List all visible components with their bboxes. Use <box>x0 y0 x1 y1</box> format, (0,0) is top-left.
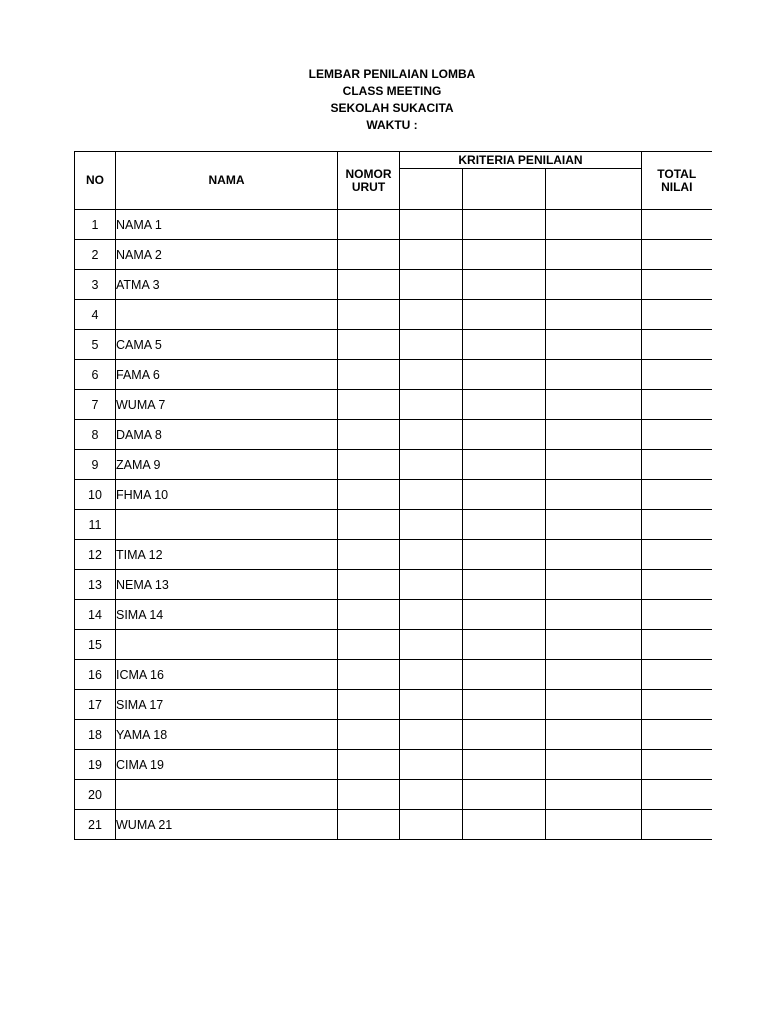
total-nilai-cell <box>642 420 712 450</box>
table-row <box>75 360 712 390</box>
participant-name: NAMA 1 <box>116 210 338 240</box>
criteria-3-header <box>546 169 642 210</box>
participant-name: NEMA 13 <box>116 570 338 600</box>
criteria-3-cell <box>546 660 642 690</box>
total-nilai-cell <box>642 780 712 810</box>
participant-name: FAMA 6 <box>116 360 338 390</box>
criteria-3-cell <box>546 270 642 300</box>
participant-name <box>116 630 338 660</box>
row-number: 15 <box>75 630 116 660</box>
row-number: 6 <box>75 360 116 390</box>
table-row <box>75 600 712 630</box>
table-row <box>75 480 712 510</box>
row-number: 2 <box>75 240 116 270</box>
nomor-urut-cell <box>338 300 400 330</box>
criteria-1-cell <box>400 210 463 240</box>
participant-name: FHMA 10 <box>116 480 338 510</box>
criteria-3-cell <box>546 570 642 600</box>
total-nilai-cell <box>642 240 712 270</box>
criteria-1-cell <box>400 480 463 510</box>
total-nilai-cell <box>642 570 712 600</box>
total-nilai-cell <box>642 450 712 480</box>
table-row <box>75 720 712 750</box>
participant-name: NAMA 2 <box>116 240 338 270</box>
criteria-2-cell <box>463 420 546 450</box>
criteria-2-cell <box>463 360 546 390</box>
nomor-urut-cell <box>338 600 400 630</box>
criteria-3-cell <box>546 630 642 660</box>
row-number: 9 <box>75 450 116 480</box>
time-label: WAKTU : <box>366 118 418 132</box>
row-number: 3 <box>75 270 116 300</box>
total-nilai-cell <box>642 720 712 750</box>
criteria-1-cell <box>400 750 463 780</box>
criteria-2-cell <box>463 570 546 600</box>
row-number: 11 <box>75 510 116 540</box>
total-nilai-cell <box>642 360 712 390</box>
table-row <box>75 630 712 660</box>
table-row <box>75 450 712 480</box>
header-total-line1: TOTAL <box>657 166 697 181</box>
nomor-urut-cell <box>338 390 400 420</box>
criteria-2-cell <box>463 390 546 420</box>
row-number: 21 <box>75 810 116 840</box>
criteria-1-cell <box>400 660 463 690</box>
criteria-1-cell <box>400 390 463 420</box>
criteria-3-cell <box>546 420 642 450</box>
participant-name: YAMA 18 <box>116 720 338 750</box>
row-number: 13 <box>75 570 116 600</box>
criteria-1-cell <box>400 240 463 270</box>
table-row <box>75 570 712 600</box>
nomor-urut-cell <box>338 450 400 480</box>
row-number: 20 <box>75 780 116 810</box>
criteria-1-cell <box>400 420 463 450</box>
criteria-3-cell <box>546 780 642 810</box>
total-nilai-cell <box>642 600 712 630</box>
table-row <box>75 690 712 720</box>
total-nilai-cell <box>642 750 712 780</box>
criteria-2-cell <box>463 450 546 480</box>
header-kriteria-penilaian: KRITERIA PENILAIAN <box>400 152 642 169</box>
participant-name <box>116 300 338 330</box>
scoring-table <box>74 151 712 840</box>
total-nilai-cell <box>642 270 712 300</box>
table-row <box>75 780 712 810</box>
criteria-3-cell <box>546 390 642 420</box>
total-nilai-cell <box>642 390 712 420</box>
criteria-1-cell <box>400 270 463 300</box>
criteria-3-cell <box>546 750 642 780</box>
participant-name: DAMA 8 <box>116 420 338 450</box>
table-row <box>75 270 712 300</box>
nomor-urut-cell <box>338 540 400 570</box>
header-total-nilai <box>642 152 712 210</box>
criteria-2-cell <box>463 750 546 780</box>
criteria-1-cell <box>400 810 463 840</box>
criteria-3-cell <box>546 600 642 630</box>
criteria-2-cell <box>463 690 546 720</box>
criteria-2-cell <box>463 270 546 300</box>
table-row <box>75 420 712 450</box>
nomor-urut-cell <box>338 810 400 840</box>
total-nilai-cell <box>642 630 712 660</box>
row-number: 19 <box>75 750 116 780</box>
criteria-2-cell <box>463 300 546 330</box>
criteria-3-cell <box>546 240 642 270</box>
participant-name: ZAMA 9 <box>116 450 338 480</box>
header-nomor-urut-line2: URUT <box>351 179 386 194</box>
row-number: 18 <box>75 720 116 750</box>
participant-name: ATMA 3 <box>116 270 338 300</box>
criteria-2-cell <box>463 810 546 840</box>
nomor-urut-cell <box>338 240 400 270</box>
total-nilai-cell <box>642 300 712 330</box>
criteria-3-cell <box>546 690 642 720</box>
criteria-3-cell <box>546 510 642 540</box>
criteria-3-cell <box>546 810 642 840</box>
table-row <box>75 390 712 420</box>
table-row <box>75 750 712 780</box>
nomor-urut-cell <box>338 570 400 600</box>
criteria-2-cell <box>463 630 546 660</box>
criteria-1-cell <box>400 570 463 600</box>
criteria-1-cell <box>400 600 463 630</box>
criteria-2-cell <box>463 600 546 630</box>
nomor-urut-cell <box>338 270 400 300</box>
criteria-2-cell <box>463 480 546 510</box>
nomor-urut-cell <box>338 690 400 720</box>
participant-name: CAMA 5 <box>116 330 338 360</box>
criteria-1-cell <box>400 360 463 390</box>
total-nilai-cell <box>642 330 712 360</box>
participant-name: WUMA 7 <box>116 390 338 420</box>
criteria-1-cell <box>400 300 463 330</box>
criteria-2-cell <box>463 780 546 810</box>
row-number: 17 <box>75 690 116 720</box>
criteria-2-cell <box>463 540 546 570</box>
participant-name: ICMA 16 <box>116 660 338 690</box>
sheet-title: LEMBAR PENILAIAN LOMBA <box>308 67 476 81</box>
row-number: 7 <box>75 390 116 420</box>
school-name: SEKOLAH SUKACITA <box>330 101 454 115</box>
table-row <box>75 210 712 240</box>
criteria-2-cell <box>463 330 546 360</box>
row-number: 8 <box>75 420 116 450</box>
nomor-urut-cell <box>338 510 400 540</box>
criteria-2-cell <box>463 510 546 540</box>
total-nilai-cell <box>642 540 712 570</box>
row-number: 16 <box>75 660 116 690</box>
participant-name <box>116 780 338 810</box>
row-number: 5 <box>75 330 116 360</box>
criteria-2-cell <box>463 660 546 690</box>
row-number: 12 <box>75 540 116 570</box>
row-number: 14 <box>75 600 116 630</box>
table-row <box>75 660 712 690</box>
criteria-3-cell <box>546 450 642 480</box>
nomor-urut-cell <box>338 780 400 810</box>
table-row <box>75 300 712 330</box>
row-number: 1 <box>75 210 116 240</box>
header-nomor-urut-line1: NOMOR <box>345 166 392 181</box>
criteria-3-cell <box>546 210 642 240</box>
header-total-line2: NILAI <box>661 179 693 194</box>
nomor-urut-cell <box>338 630 400 660</box>
criteria-1-cell <box>400 630 463 660</box>
criteria-1-cell <box>400 330 463 360</box>
total-nilai-cell <box>642 210 712 240</box>
header-no: NO <box>75 152 116 210</box>
criteria-3-cell <box>546 720 642 750</box>
total-nilai-cell <box>642 690 712 720</box>
total-nilai-cell <box>642 810 712 840</box>
table-row <box>75 240 712 270</box>
nomor-urut-cell <box>338 420 400 450</box>
criteria-1-cell <box>400 450 463 480</box>
table-row <box>75 510 712 540</box>
nomor-urut-cell <box>338 210 400 240</box>
row-number: 10 <box>75 480 116 510</box>
nomor-urut-cell <box>338 330 400 360</box>
header-nama: NAMA <box>116 152 338 210</box>
criteria-1-cell <box>400 510 463 540</box>
table-row <box>75 540 712 570</box>
nomor-urut-cell <box>338 750 400 780</box>
participant-name: WUMA 21 <box>116 810 338 840</box>
nomor-urut-cell <box>338 660 400 690</box>
nomor-urut-cell <box>338 480 400 510</box>
criteria-2-cell <box>463 240 546 270</box>
header-nomor-urut <box>338 152 400 210</box>
total-nilai-cell <box>642 510 712 540</box>
row-number: 4 <box>75 300 116 330</box>
participant-name: SIMA 14 <box>116 600 338 630</box>
table-body <box>75 210 712 840</box>
table-row <box>75 810 712 840</box>
criteria-3-cell <box>546 300 642 330</box>
criteria-1-cell <box>400 540 463 570</box>
criteria-3-cell <box>546 330 642 360</box>
criteria-2-cell <box>463 720 546 750</box>
participant-name: SIMA 17 <box>116 690 338 720</box>
participant-name: TIMA 12 <box>116 540 338 570</box>
criteria-3-cell <box>546 360 642 390</box>
criteria-2-header <box>463 169 546 210</box>
participant-name <box>116 510 338 540</box>
total-nilai-cell <box>642 660 712 690</box>
criteria-3-cell <box>546 480 642 510</box>
nomor-urut-cell <box>338 360 400 390</box>
criteria-3-cell <box>546 540 642 570</box>
sheet-title-block <box>0 66 768 134</box>
criteria-1-header <box>400 169 463 210</box>
participant-name: CIMA 19 <box>116 750 338 780</box>
table-row <box>75 330 712 360</box>
total-nilai-cell <box>642 480 712 510</box>
criteria-1-cell <box>400 690 463 720</box>
event-name: CLASS MEETING <box>342 84 442 98</box>
nomor-urut-cell <box>338 720 400 750</box>
criteria-2-cell <box>463 210 546 240</box>
criteria-1-cell <box>400 780 463 810</box>
criteria-1-cell <box>400 720 463 750</box>
